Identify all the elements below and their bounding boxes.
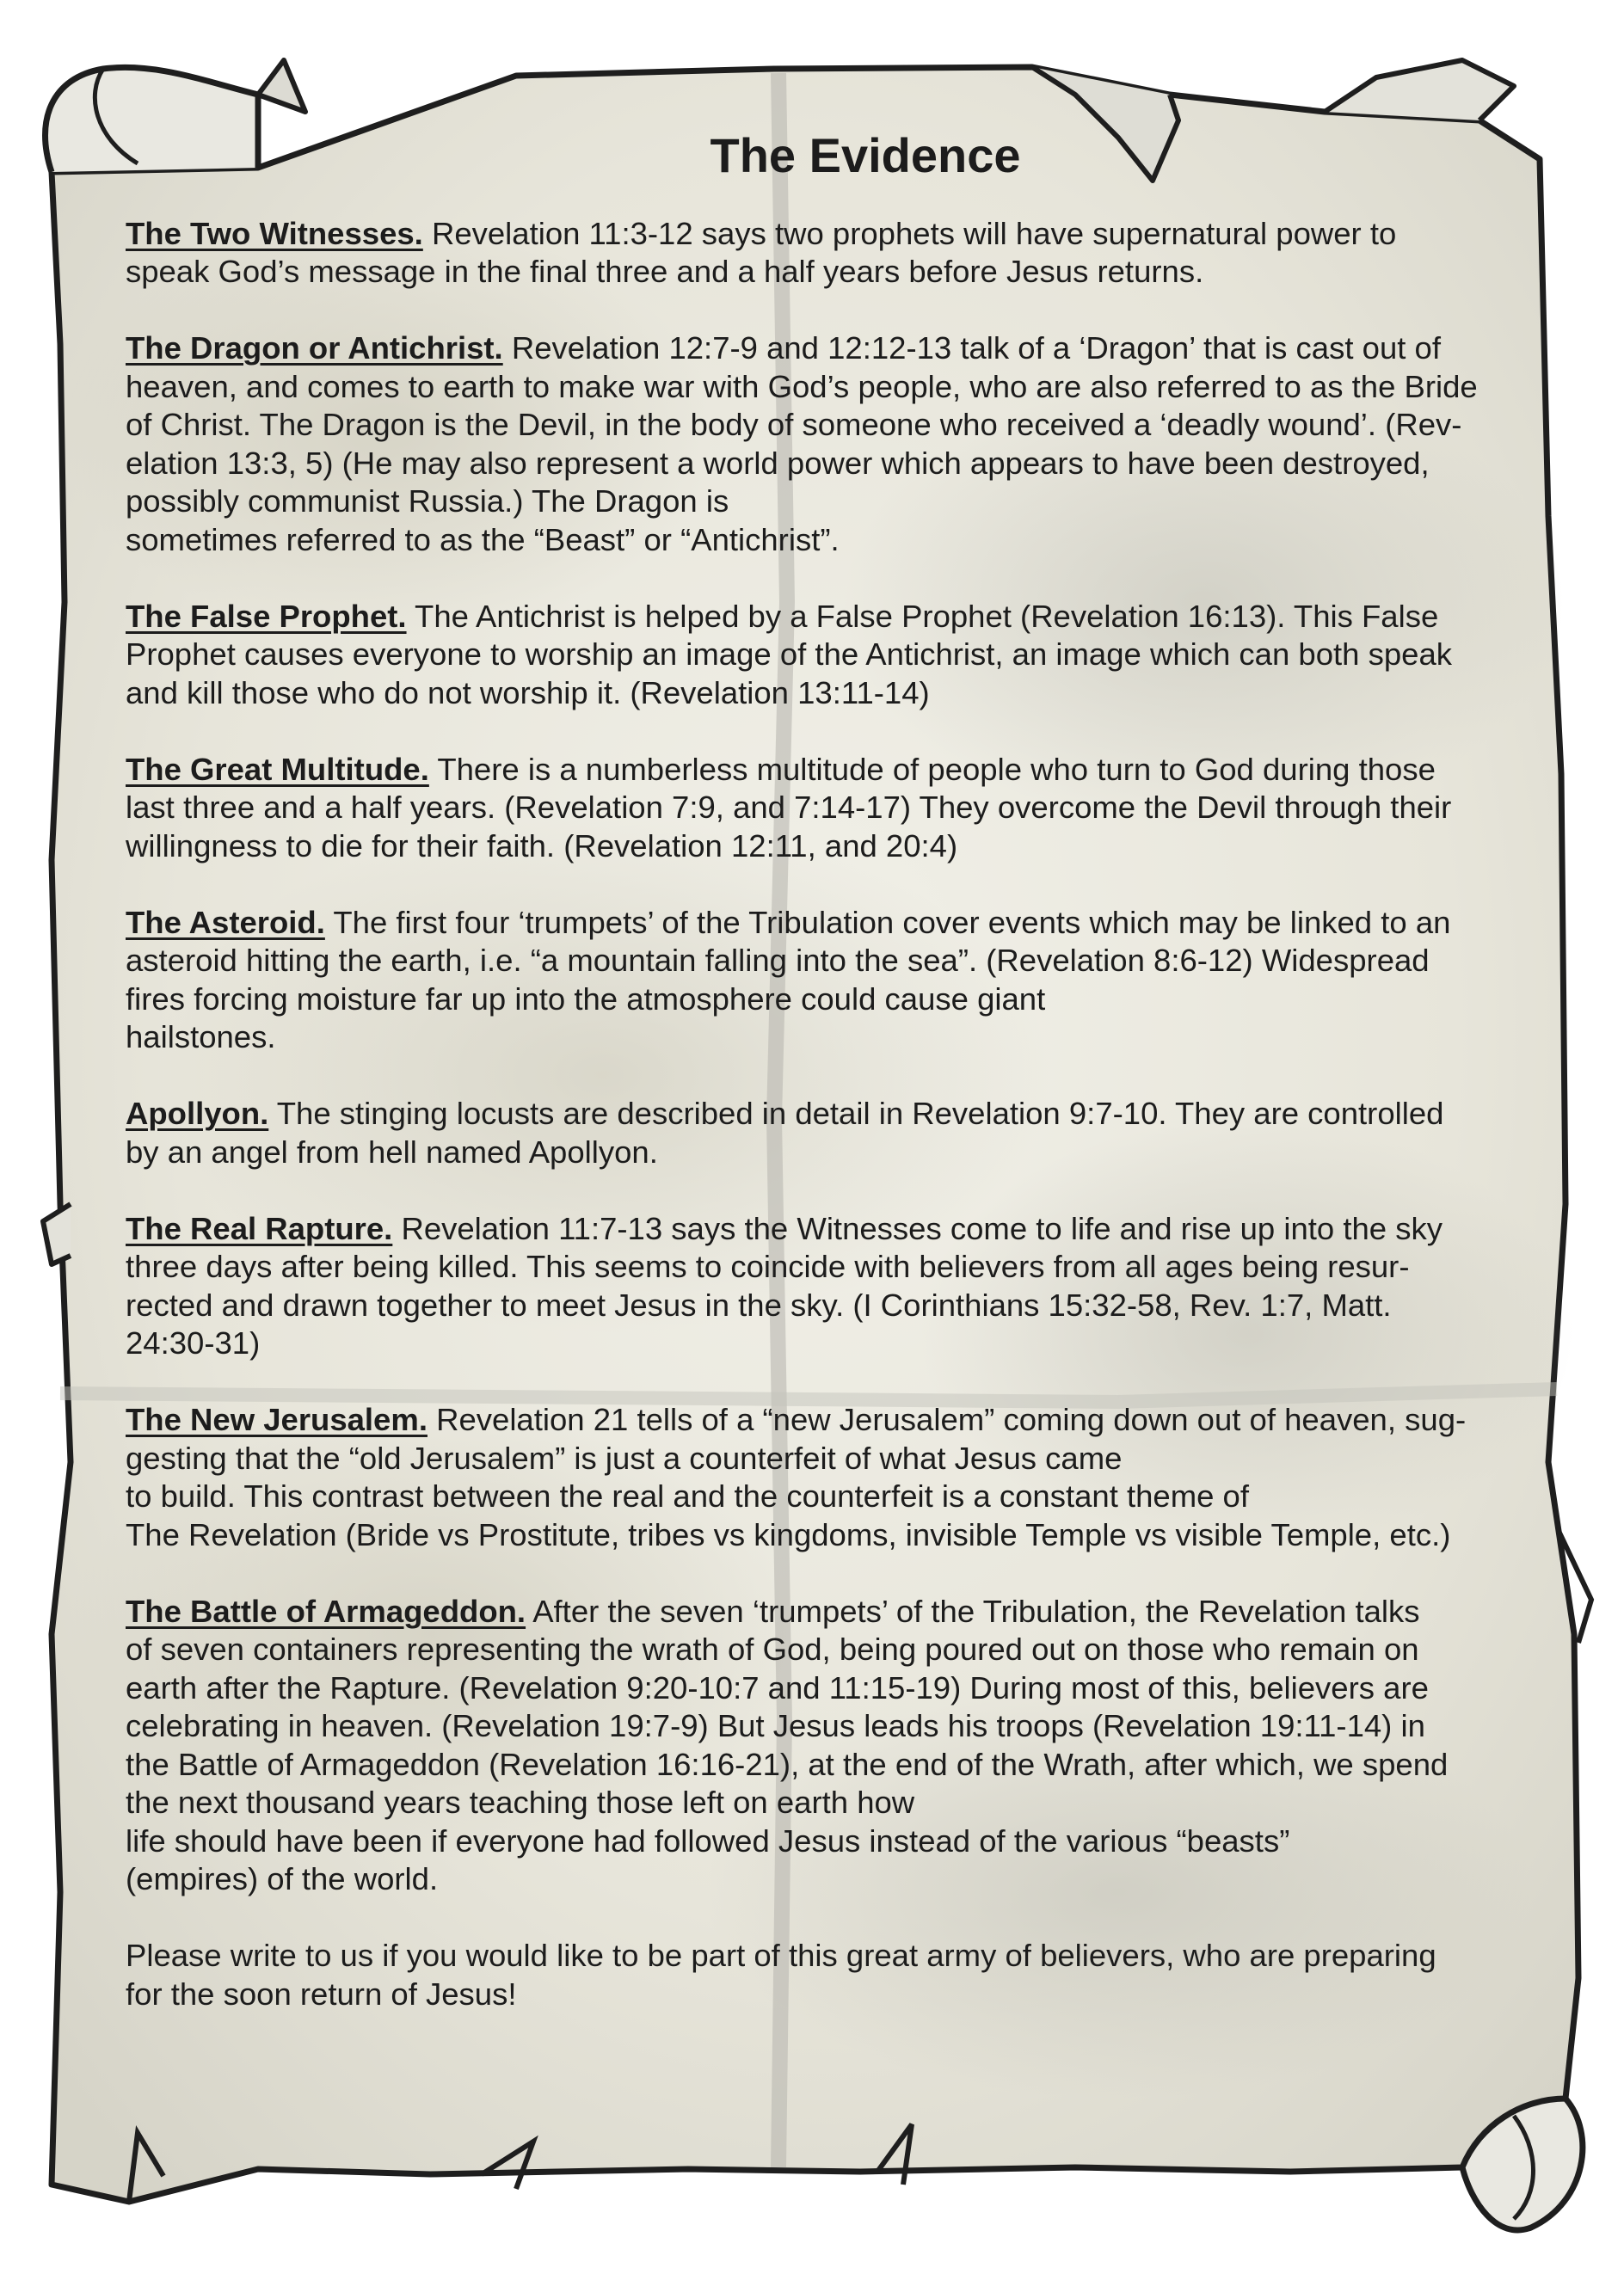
section-two-witnesses bbox=[126, 215, 1536, 292]
section-heading: The New Jerusalem. bbox=[126, 1402, 428, 1438]
section-body: Revelation 21 tells of a “new Jerusalem” coming down out of heaven, sug- gesting that the “old Jerusalem” is just a counterfeit of what Jesus came to build. This contrast between the real and the counterfeit is a constant theme of The Revelation (Bride vs Prostitute, tribes vs kingdoms, invisible Temple vs visible Temple, etc.) bbox=[126, 1402, 1467, 1552]
section-great-multitude bbox=[126, 751, 1536, 866]
section-heading: The Great Multitude. bbox=[126, 751, 429, 787]
section-heading: The False Prophet. bbox=[126, 598, 407, 634]
section-body: The stinging locusts are described in detail in Revelation 9:7-10. They are controlled by an angel from hell named Apollyon. bbox=[126, 1096, 1444, 1170]
section-body: The Antichrist is helped by a False Prophet (Revelation 16:13). This False Prophet causes everyone to worship an image of the Antichrist, an image which can both speak and kill those who do not worship it. (Revelation 13:11-14) bbox=[126, 598, 1453, 710]
closing-paragraph bbox=[126, 1937, 1536, 2013]
section-heading: The Dragon or Antichrist. bbox=[126, 330, 503, 366]
section-heading: The Battle of Armageddon. bbox=[126, 1593, 526, 1629]
section-battle-armageddon bbox=[126, 1593, 1536, 1899]
section-body: Revelation 12:7-9 and 12:12-13 talk of a ‘Dragon’ that is cast out of heaven, and comes to earth to make war with God’s people, who are also referred to as the Bride of Christ. The Dragon is the Devil, in the body of someone who received a ‘deadly wound’. (Rev- elation 13:3, 5) (He may also represent a world power which appears to have been destroyed, possibly communist Russia.) The Dragon is sometimes referred to as the “Beast” or “Antichrist”. bbox=[126, 330, 1478, 557]
section-body: The first four ‘trumpets’ of the Tribulation cover events which may be linked to an asteroid hitting the earth, i.e. “a mountain falling into the sea”. (Revelation 8:6-12) Widespread fires forcing moisture far up into the atmosphere could cause giant hailstones. bbox=[126, 904, 1451, 1055]
section-body: After the seven ‘trumpets’ of the Tribulation, the Revelation talks of seven containers representing the wrath of God, being poured out on those who remain on earth after the Rapture. (Revelation 9:20-10:7 and 11:15-19) During most of this, believers are celebrating in heaven. (Revelation 19:7-9) But Jesus leads his troops (Revelation 19:11-14) in the Battle of Armageddon (Revelation 16:16-21), at the end of the Wrath, after which, we spend the next thousand years teaching those left on earth how life should have been if everyone had followed Jesus instead of the various “beasts” (empires) of the world. bbox=[126, 1593, 1449, 1897]
section-body: Revelation 11:3-12 says two prophets will have supernatural power to speak God’s message in the final three and a half years before Jesus returns. bbox=[126, 215, 1397, 290]
closing-text: Please write to us if you would like to be part of this great army of believers, who are preparing for the soon return of Jesus! bbox=[126, 1938, 1436, 2012]
torn-edge-left bbox=[43, 1204, 71, 1264]
section-real-rapture bbox=[126, 1210, 1536, 1363]
document-content bbox=[126, 129, 1536, 2052]
section-body: There is a numberless multitude of people who turn to God during those last three and a half years. (Revelation 7:9, and 7:14-17) They overcome the Devil through their willingness to die for their faith. (Revelation 12:11, and 20:4) bbox=[126, 751, 1452, 864]
section-false-prophet bbox=[126, 598, 1536, 713]
section-new-jerusalem bbox=[126, 1401, 1536, 1554]
section-body: Revelation 11:7-13 says the Witnesses come to life and rise up into the sky three days after being killed. This seems to coincide with believers from all ages being resur- rected and drawn together to meet Jesus in the sky. (I Corinthians 15:32-58, Rev. 1:7, Matt. 24:30-31) bbox=[126, 1210, 1443, 1361]
section-dragon-antichrist bbox=[126, 329, 1536, 559]
section-asteroid bbox=[126, 904, 1536, 1057]
page-title: The Evidence bbox=[710, 128, 1021, 182]
section-heading: The Two Witnesses. bbox=[126, 215, 423, 251]
section-heading: Apollyon. bbox=[126, 1096, 269, 1132]
section-heading: The Real Rapture. bbox=[126, 1210, 393, 1246]
section-apollyon bbox=[126, 1095, 1536, 1171]
section-heading: The Asteroid. bbox=[126, 904, 325, 940]
